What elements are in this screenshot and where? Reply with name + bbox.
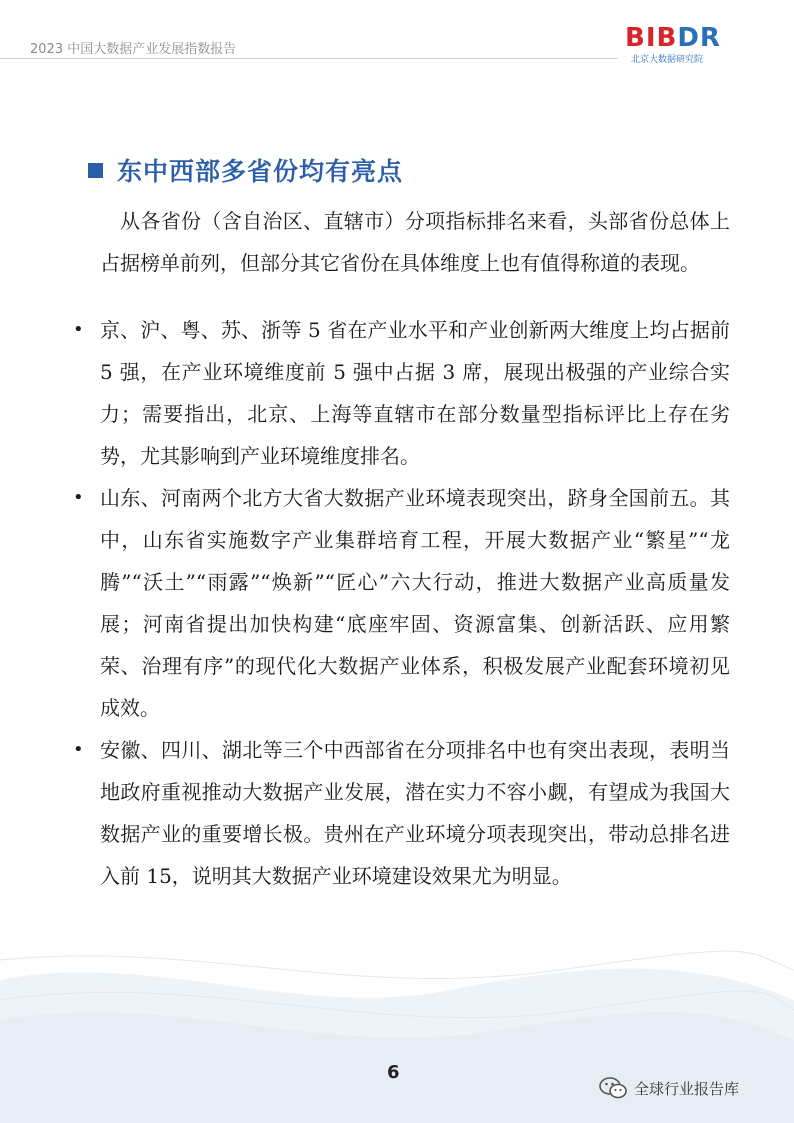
section-heading	[88, 152, 403, 188]
intro-paragraph: 从各省份（含自治区、直辖市）分项指标排名来看，头部省份总体上占据榜单前列，但部分其它省份在具体维度上也有值得称道的表现。	[100, 209, 730, 275]
bullet-icon: •	[73, 487, 84, 508]
bullet-list	[73, 309, 730, 897]
body-content	[73, 200, 730, 897]
watermark-text: 全球行业报告库	[634, 1079, 740, 1098]
report-title: 2023 中国大数据产业发展指数报告	[30, 42, 237, 57]
wechat-icon	[598, 1076, 628, 1100]
watermark	[598, 1076, 739, 1100]
bibdr-logo	[625, 24, 765, 66]
heading-square-icon	[88, 163, 103, 178]
bullet-icon: •	[73, 739, 84, 760]
heading-text: 东中西部多省份均有亮点	[117, 157, 404, 186]
bullet-icon: •	[73, 319, 84, 340]
list-item: • 安徽、四川、湖北等三个中西部省在分项排名中也有突出表现，表明当地政府重视推动大数据产业发展，潜在实力不容小觑，有望成为我国大数据产业的重要增长极。贵州在产业环境分项表现突出，带动总排名进入前 15，说明其大数据产业环境建设效果尤为明显。	[100, 729, 730, 897]
header-divider	[0, 58, 618, 59]
list-item: • 京、沪、粤、苏、浙等 5 省在产业水平和产业创新两大维度上均占据前 5 强，在产业环境维度前 5 强中占据 3 席，展现出极强的产业综合实力；需要指出，北京、上海等直辖市在部分数量型指标评比上存在劣势，尤其影响到产业环境维度排名。	[100, 309, 730, 477]
logo-subtitle: 北京大数据研究院	[631, 55, 704, 65]
logo-wordmark: BIBDR	[625, 23, 721, 53]
list-item: • 山东、河南两个北方大省大数据产业环境表现突出，跻身全国前五。其中，山东省实施数字产业集群培育工程，开展大数据产业“繁星”“龙腾”“沃土”“雨露”“焕新”“匠心”六大行动，推进大数据产业高质量发展；河南省提出加快构建“底座牢固、资源富集、创新活跃、应用繁荣、治理有序”的现代化大数据产业体系，积极发展产业配套环境初见成效。	[100, 477, 730, 729]
page-number: 6	[387, 1062, 400, 1083]
page-header	[0, 0, 794, 65]
